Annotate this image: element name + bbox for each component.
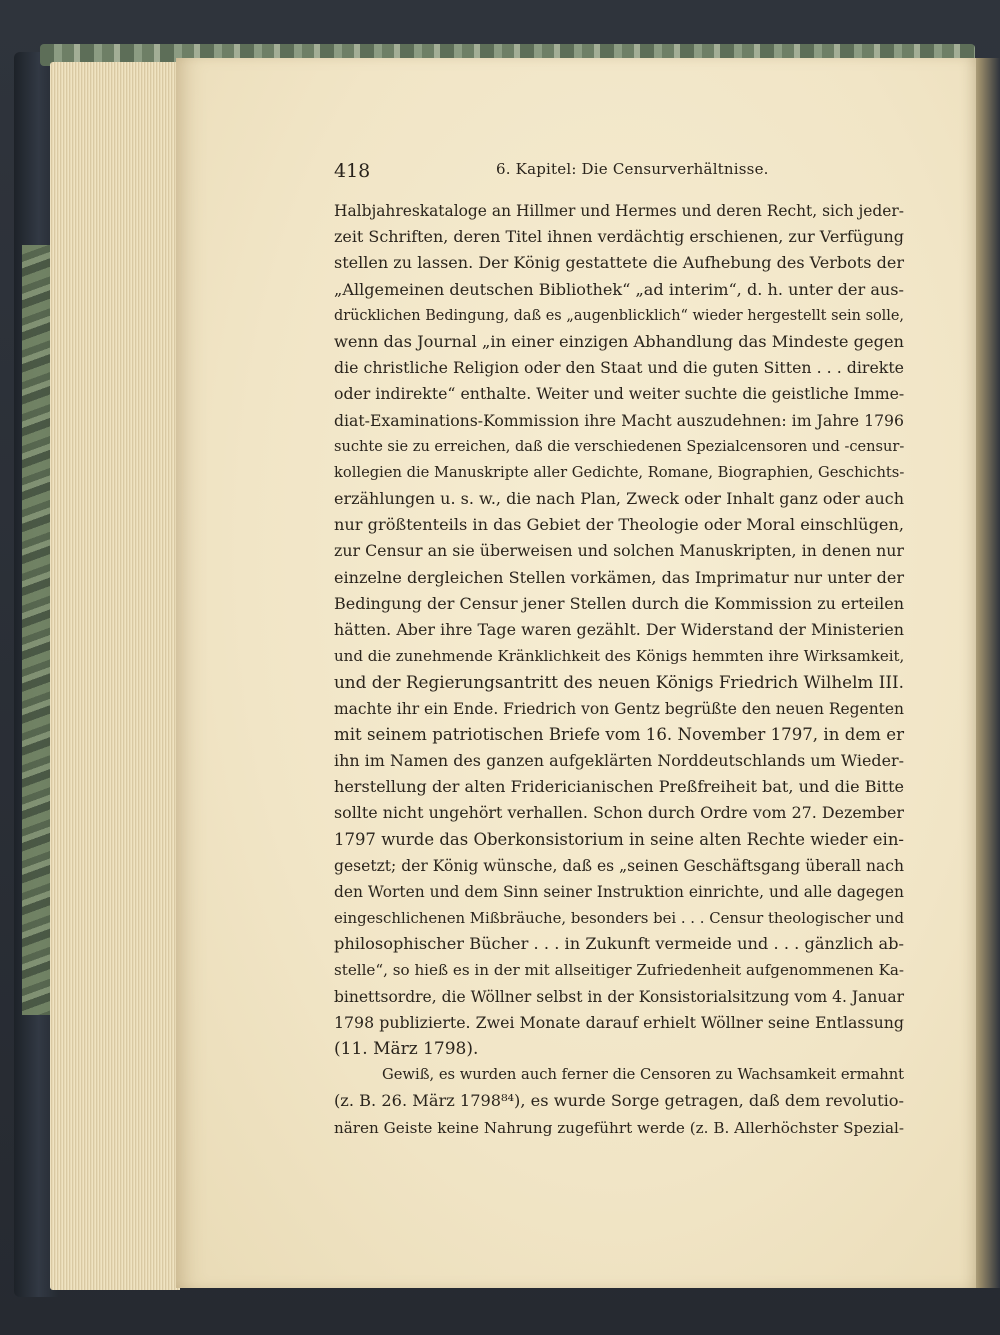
text-line: gesetzt; der König wünsche, daß es „seinen Geschäftsgang überall nach (334, 856, 904, 875)
text-line: die christliche Religion oder den Staat und die guten Sitten . . . direkte (334, 358, 904, 378)
text-line: zeit Schriften, deren Titel ihnen verdächtig erschienen, zur Verfügung (334, 227, 904, 247)
text-line: drücklichen Bedingung, daß es „augenblicklich“ wieder hergestellt sein solle, (334, 307, 904, 324)
text-line: diat-Examinations-Kommission ihre Macht auszudehnen: im Jahre 1796 (334, 410, 904, 430)
running-head: 6. Kapitel: Die Censurverhältnisse. (496, 160, 769, 178)
text-line: nären Geiste keine Nahrung zugeführt werde (z. B. Allerhöchster Spezial- (334, 1118, 904, 1137)
text-line: Gewiß, es wurden auch ferner die Censoren zu Wachsamkeit ermahnt (382, 1066, 905, 1084)
text-line: eingeschlichenen Mißbräuche, besonders bei . . . Censur theologischer und (334, 909, 904, 928)
text-line: herstellung der alten Fridericianischen Preßfreiheit bat, und die Bitte (334, 777, 904, 797)
text-line: kollegien die Manuskripte aller Gedichte, Romane, Biographien, Geschichts- (334, 463, 905, 481)
text-line: und die zunehmende Kränklichkeit des Königs hemmten ihre Wirksamkeit, (334, 647, 905, 666)
page-stack-edge (50, 62, 180, 1290)
text-line: (11. März 1798). (334, 1039, 479, 1059)
text-line: philosophischer Bücher . . . in Zukunft vermeide und . . . gänzlich ab- (334, 934, 904, 954)
text-line: stellen zu lassen. Der König gestattete die Aufhebung des Verbots der (334, 253, 904, 273)
text-line: 1798 publizierte. Zwei Monate darauf erhielt Wöllner seine Entlassung (334, 1012, 904, 1032)
text-line: ihn im Namen des ganzen aufgeklärten Norddeutschlands um Wieder- (334, 750, 904, 770)
text-line: wenn das Journal „in einer einzigen Abhandlung das Mindeste gegen (334, 331, 904, 351)
text-line: oder indirekte“ enthalte. Weiter und weiter suchte die geistliche Imme- (334, 384, 905, 404)
page-header (334, 158, 904, 186)
text-line: und der Regierungsantritt des neuen Königs Friedrich Wilhelm III. (334, 672, 904, 693)
text-line: machte ihr ein Ende. Friedrich von Gentz begrüßte den neuen Regenten (334, 699, 904, 718)
page-number: 418 (334, 160, 371, 182)
text-line: sollte nicht ungehört verhallen. Schon durch Ordre vom 27. Dezember (334, 803, 904, 823)
text-line: hätten. Aber ihre Tage waren gezählt. Der Widerstand der Ministerien (334, 620, 904, 639)
paragraph (334, 1062, 904, 1141)
text-line: stelle“, so hieß es in der mit allseitiger Zufriedenheit aufgenommenen Ka- (334, 961, 904, 980)
body-text (334, 198, 904, 1141)
text-line: einzelne dergleichen Stellen vorkämen, das Imprimatur nur unter der (334, 567, 904, 587)
text-line: 1797 wurde das Oberkonsistorium in seine alten Rechte wieder ein- (334, 829, 904, 849)
text-line: mit seinem patriotischen Briefe vom 16. November 1797, in dem er (334, 724, 904, 744)
text-line: den Worten und dem Sinn seiner Instruktion einrichte, und alle dagegen (334, 882, 904, 901)
text-line: nur größtenteils in das Gebiet der Theologie oder Moral einschlügen, (334, 515, 904, 535)
text-line: erzählungen u. s. w., die nach Plan, Zweck oder Inhalt ganz oder auch (334, 489, 904, 509)
text-line: suchte sie zu erreichen, daß die verschiedenen Spezialcensoren und -censur- (334, 437, 905, 455)
text-line: Halbjahreskataloge an Hillmer und Hermes und deren Recht, sich jeder- (334, 202, 904, 220)
text-line: Bedingung der Censur jener Stellen durch die Kommission zu erteilen (334, 593, 904, 613)
text-line: „Allgemeinen deutschen Bibliothek“ „ad interim“, d. h. unter der aus- (334, 279, 904, 299)
paragraph (334, 198, 904, 1062)
text-line: zur Censur an sie überweisen und solchen Manuskripten, in denen nur (334, 541, 904, 561)
text-line: binettsordre, die Wöllner selbst in der Konsistorialsitzung vom 4. Januar (334, 987, 904, 1006)
text-line: (z. B. 26. März 1798⁸⁴), es wurde Sorge getragen, daß dem revolutio- (334, 1091, 904, 1111)
